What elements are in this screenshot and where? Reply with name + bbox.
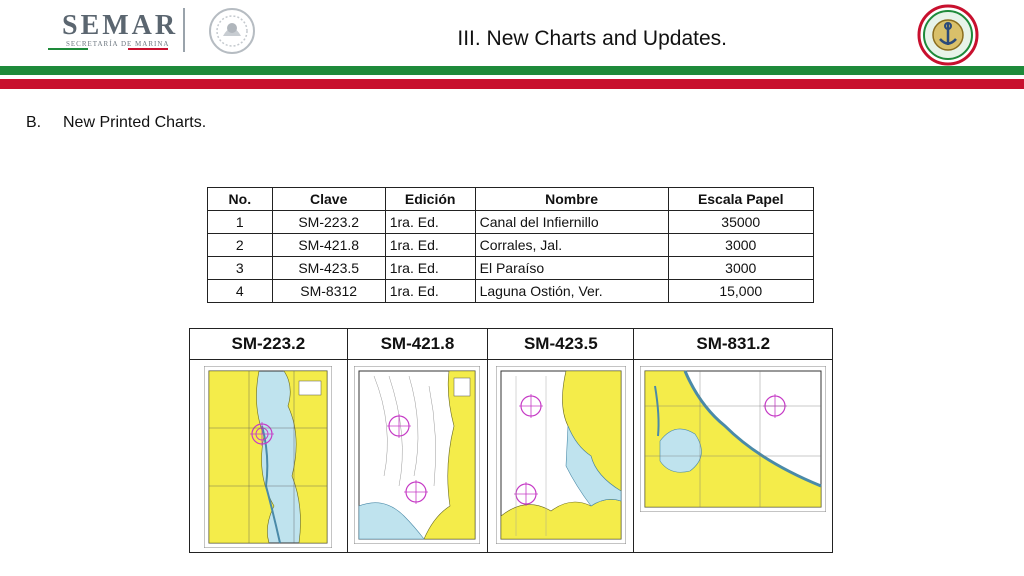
cell-no: 2 [208,234,273,257]
slide-title: III. New Charts and Updates. [457,27,727,50]
chart-header-sm-223-2: SM-223.2 [190,329,348,360]
header-edicion: Edición [385,188,475,211]
cell-edicion: 1ra. Ed. [385,234,475,257]
nautical-chart-sm-421-8 [354,366,480,544]
table-row [208,211,814,234]
cell-escala: 3000 [668,234,813,257]
header-clave: Clave [272,188,385,211]
cell-clave: SM-421.8 [272,234,385,257]
chart-header-sm-423-5: SM-423.5 [488,329,634,360]
chart-thumbnails-table [189,328,833,553]
nautical-chart-sm-423-5 [496,366,626,544]
semar-logo-subtitle: SECRETARÍA DE MARINA [66,40,170,48]
cell-escala: 35000 [668,211,813,234]
semar-logo-text: SEMAR [62,10,179,41]
cell-nombre: Canal del Infiernillo [475,211,668,234]
section-heading [26,114,206,132]
cell-clave: SM-423.5 [272,257,385,280]
nautical-chart-sm-831-2 [640,366,826,512]
cell-no: 4 [208,280,273,303]
cell-clave: SM-8312 [272,280,385,303]
cell-no: 3 [208,257,273,280]
charts-info-table [207,187,814,303]
cell-edicion: 1ra. Ed. [385,280,475,303]
cell-nombre: Corrales, Jal. [475,234,668,257]
cell-clave: SM-223.2 [272,211,385,234]
cell-edicion: 1ra. Ed. [385,211,475,234]
cell-escala: 15,000 [668,280,813,303]
chart-cell-2 [347,360,487,553]
header-escala: Escala Papel [668,188,813,211]
cell-escala: 3000 [668,257,813,280]
red-band [0,79,1024,89]
navy-seal-icon [916,4,980,66]
cell-no: 1 [208,211,273,234]
chart-cell-3 [488,360,634,553]
header-no: No. [208,188,273,211]
header-nombre: Nombre [475,188,668,211]
cell-edicion: 1ra. Ed. [385,257,475,280]
section-title: New Printed Charts. [63,114,207,131]
chart-header-row [190,329,833,360]
chart-cell-4 [634,360,833,553]
green-band [0,66,1024,75]
section-letter: B. [26,114,42,131]
table-row [208,280,814,303]
chart-header-sm-421-8: SM-421.8 [347,329,487,360]
nautical-chart-sm-223-2 [204,366,332,548]
chart-header-sm-831-2: SM-831.2 [634,329,833,360]
chart-cell-1 [190,360,348,553]
cell-nombre: Laguna Ostión, Ver. [475,280,668,303]
table-row [208,234,814,257]
chart-image-row [190,360,833,553]
table-header-row [208,188,814,211]
table-row [208,257,814,280]
cell-nombre: El Paraíso [475,257,668,280]
